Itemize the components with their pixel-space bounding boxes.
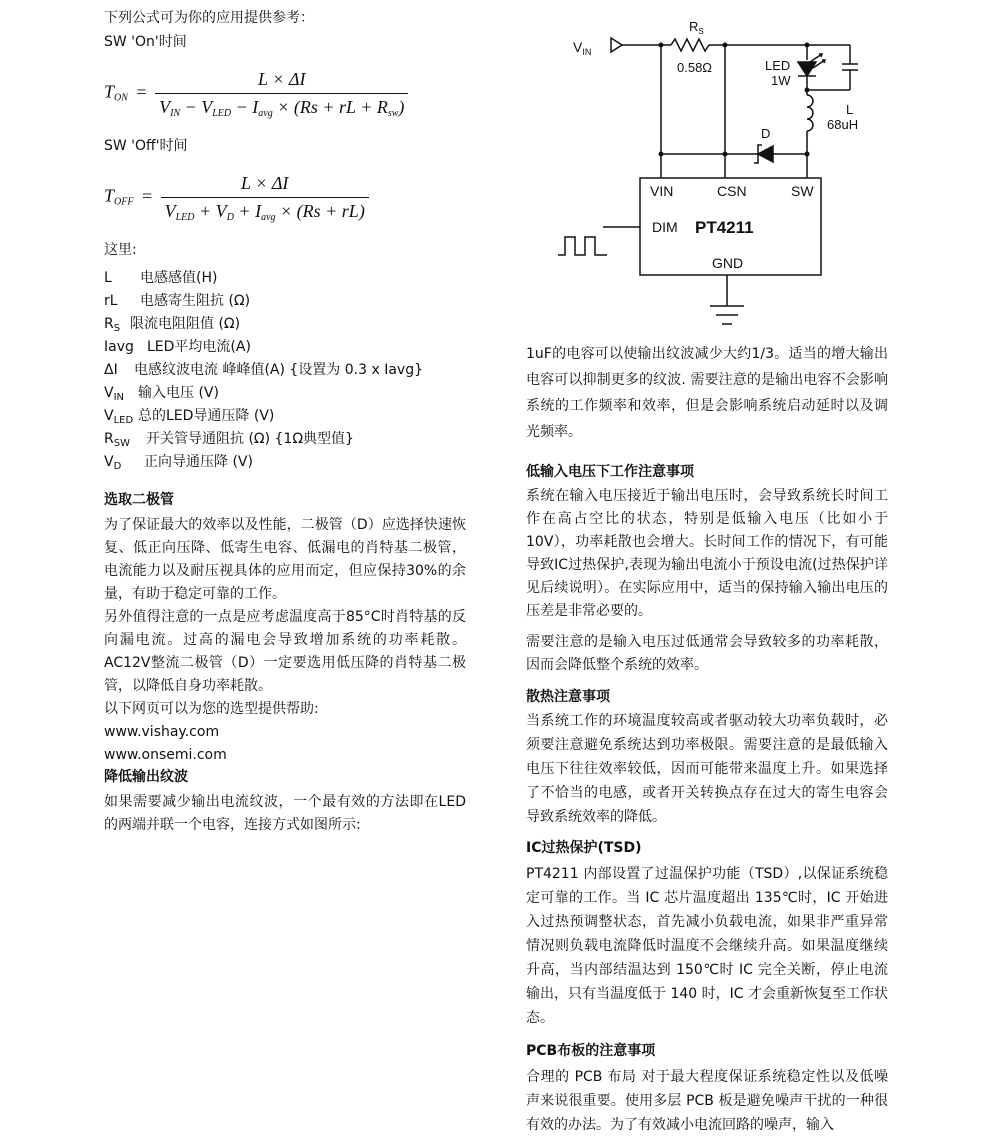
- diode-paragraph-2: 另外值得注意的一点是应考虑温度高于85°C时肖特基的反向漏电流。过高的漏电会导致增加系统的功率耗散。AC12V整流二极管（D）一定要选用低压降的肖特基二极管，以降低自身功率耗散。: [104, 609, 466, 694]
- chip-name: PT4211: [695, 218, 754, 237]
- heat-paragraph: 当系统工作的环境温度较高或者驱动较大功率负载时，必须要注意避免系统达到功率极限。需要注意的是最低输入电压下往往效率较低，因而可能带来温度上升。如果选择了不恰当的电感，或者开关转换点存在过大的寄生电容会导致系统效率的降低。: [526, 713, 888, 825]
- diode-paragraph-1: 为了保证最大的效率以及性能，二极管（D）应选择快速恢复、低正向压降、低寄生电容、低漏电的肖特基二极管，电流能力以及耐压视具体的应用而定，但应保持30%的余量，有助于稳定可靠的工作。: [104, 517, 466, 602]
- toff-lhs: T: [104, 185, 115, 206]
- ripple-section: [104, 766, 466, 837]
- definition-item: L 电感感值(H): [104, 270, 218, 286]
- formula-intro: 下列公式可为你的应用提供参考：: [104, 10, 314, 26]
- definition-item: $V_D$ 正向导通压降 (V): [104, 454, 253, 472]
- toff-eq: =: [141, 185, 153, 206]
- diode-label: D: [761, 126, 771, 141]
- pin-gnd: GND: [712, 255, 744, 271]
- pin-dim: DIM: [652, 219, 678, 235]
- where-label: 这里:: [104, 242, 137, 258]
- capacitor-paragraph: 1uF的电容可以使输出纹波减少大约1/3。适当的增大输出电容可以抑制更多的纹波. 需要注意的是输出电容不会影响系统的工作频率和效率，但是会影响系统启动延时以及调光频率。: [526, 346, 888, 440]
- ton-denominator: $V_{IN} - V_{LED} - I_{avg} \times (Rs$ + rL + $R_{sw}$): [159, 97, 405, 119]
- definition-item: Iavg LED平均电流(A): [104, 339, 251, 355]
- heat-title: 散热注意事项: [526, 689, 610, 705]
- pin-csn: CSN: [717, 183, 747, 199]
- inductor-value: 68uH: [827, 117, 859, 132]
- rs-label: $R_S$: [689, 19, 704, 36]
- definition-item: $R_{SW}$ 开关管导通阻抗 (Ω) {1Ω典型值}: [104, 431, 354, 449]
- ripple-paragraph: 如果需要减少输出电流纹波，一个最有效的方法即在LED的两端并联一个电容，连接方式如图所示:: [104, 794, 466, 833]
- toff-lhs-sub: OFF: [114, 196, 134, 208]
- ton-lhs: T: [104, 81, 115, 102]
- vin-label: $V_{IN}$: [573, 39, 592, 57]
- toff-fraction: [161, 172, 369, 223]
- toff-formula: [104, 172, 369, 223]
- definition-item: $R_S$ 限流电阻阻值 (Ω): [104, 316, 241, 334]
- ton-numerator: L × ΔI: [155, 68, 408, 94]
- inductor-label: L: [846, 102, 854, 117]
- low-vin-paragraph-1: 系统在输入电压接近于输出电压时，会导致系统长时间工作在高占空比的状态，特别是低输入电压（比如小于10V），功率耗散也会增大。长时间工作的情况下，有可能导致IC过热保护,表现为输出电流小于预设电流(过热保护详见后续说明）。在实际应用中，适当的保持输入输出电压的压差是非常必要的。: [526, 488, 888, 619]
- pcb-section: [526, 1039, 888, 1137]
- rs-value: 0.58Ω: [677, 60, 713, 75]
- ton-fraction: [155, 68, 408, 119]
- led-driver-schematic: [540, 10, 880, 335]
- ton-lhs-sub: ON: [114, 92, 128, 104]
- low-vin-title: 低输入电压下工作注意事项: [526, 464, 694, 480]
- pcb-paragraph: 合理的 PCB 布局 对于最大程度保证系统稳定性以及低噪声来说很重要。使用多层 PCB 板是避免噪声干扰的一种很有效的办法。为了有效减小电流回路的噪声，输入: [526, 1069, 888, 1133]
- tsd-section: [526, 836, 888, 1030]
- sw-off-title: SW 'Off'时间: [104, 138, 188, 154]
- low-vin-paragraph-2: 需要注意的是输入电压过低通常会导致较多的功率耗散，因而会降低整个系统的效率。: [526, 634, 888, 673]
- definition-item: rL 电感寄生阻抗 (Ω): [104, 293, 251, 309]
- pcb-title: PCB布板的注意事项: [526, 1043, 656, 1059]
- ripple-title: 降低输出纹波: [104, 769, 188, 785]
- vin-terminal-icon: [611, 38, 622, 52]
- diode-section: [104, 489, 466, 767]
- schottky-diode-icon: [758, 146, 773, 162]
- link-onsemi[interactable]: www.onsemi.com: [104, 747, 227, 763]
- low-vin-section: [526, 461, 888, 677]
- ton-eq: =: [136, 81, 147, 102]
- led-power: 1W: [771, 73, 791, 88]
- tsd-paragraph: PT4211 内部设置了过温保护功能（TSD）,以保证系统稳定可靠的工作。当 IC 芯片温度超出 135℃时，IC 开始进入过热预调整状态，首先减小负载电流，如果非严重异常情况则负载电流降低时温度不会继续升高。如果温度继续升高，当内部结温达到 150℃时 IC 完全关断，停止电流输出，只有当温度低于 140 时，IC 才会重新恢复至工作状态。: [526, 866, 888, 1026]
- sw-on-title: SW 'On'时间: [104, 34, 187, 50]
- diode-paragraph-3: 以下网页可以为您的选型提供帮助:: [104, 701, 319, 717]
- led-label: LED: [765, 58, 791, 73]
- ton-formula: [104, 68, 408, 119]
- led-icon: [798, 62, 816, 76]
- heat-section: [526, 685, 888, 829]
- diode-title: 选取二极管: [104, 492, 174, 508]
- resistor-icon: [671, 39, 709, 51]
- toff-denominator: $V_{LED} + V_D + I_{avg} \times (Rs + rL)$: [164, 201, 365, 223]
- link-vishay[interactable]: www.vishay.com: [104, 724, 220, 740]
- definition-item: $V_{LED}$ 总的LED导通压降 (V): [104, 408, 275, 426]
- definition-item: $V_{IN}$ 输入电压 (V): [104, 385, 219, 403]
- toff-numerator: L × ΔI: [161, 172, 369, 198]
- tsd-title: IC过热保护(TSD): [526, 840, 642, 856]
- definitions-list: [104, 267, 466, 474]
- pwm-waveform-icon: [558, 237, 607, 255]
- inductor-icon: [807, 95, 813, 131]
- pin-vin: VIN: [650, 183, 674, 199]
- definition-item: ΔI 电感纹波电流 峰峰值(A) {设置为 0.3 x Iavg}: [104, 362, 423, 378]
- pin-sw: SW: [791, 183, 814, 199]
